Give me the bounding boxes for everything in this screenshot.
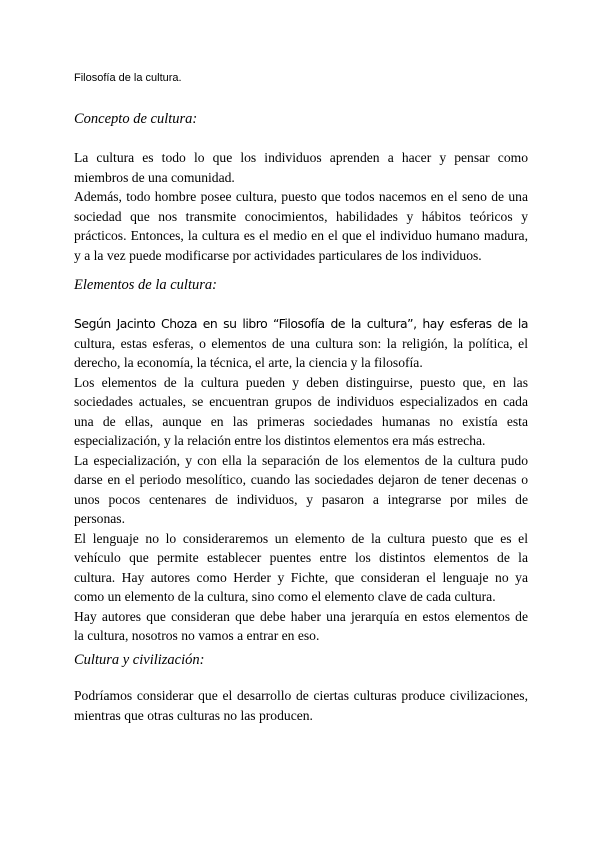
paragraph-line: Según Jacinto Choza en su libro “Filosofía de la cultura”, hay esferas de la <box>74 316 528 331</box>
paragraph-line: especialización, y la relación entre los distintos elementos era más estrecha. <box>74 433 486 448</box>
paragraph-line: miembros de una comunidad. <box>74 169 235 185</box>
paragraph-line: darse en el periodo mesolítico, cuando las sociedades dejaron de tener decenas o <box>74 472 528 487</box>
paragraph-line: cultura. Hay autores como Herder y Fichte, que consideran el lenguaje no ya <box>74 569 528 585</box>
section-body-concepto <box>74 148 528 265</box>
paragraph-line: sociedad que nos transmite conocimientos, habilidades y hábitos teóricos y <box>74 208 528 224</box>
paragraph-line: como un elemento de la cultura, sino como el elemento clave de cada cultura. <box>74 589 496 604</box>
paragraph-line: La cultura es todo lo que los individuos aprenden a hacer y pensar como <box>74 150 528 165</box>
section-heading-civilizacion: Cultura y civilización: <box>74 652 205 668</box>
paragraph-line: Además, todo hombre posee cultura, puesto que todos nacemos en el seno de una <box>74 189 528 204</box>
paragraph-line: Hay autores que consideran que debe haber una jerarquía en estos elementos de <box>74 608 528 624</box>
paragraph-line: mientras que otras culturas no las producen. <box>74 707 313 723</box>
section-body-elementos <box>74 314 528 646</box>
section-body-civilizacion <box>74 686 528 725</box>
paragraph-line: derecho, la economía, la técnica, el arte, la ciencia y la filosofía. <box>74 355 423 370</box>
paragraph-line: El lenguaje no lo consideraremos un elemento de la cultura puesto que es el <box>74 530 528 546</box>
paragraph-line: la cultura, nosotros no vamos a entrar en eso. <box>74 628 320 643</box>
paragraph-line: Los elementos de la cultura pueden y deben distinguirse, puesto que, en las <box>74 374 528 390</box>
paragraph-line: personas. <box>74 511 125 526</box>
paragraph-line: y a la vez puede modificarse por actividades particulares de los individuos. <box>74 247 482 263</box>
document-title: Filosofía de la cultura. <box>74 72 182 84</box>
paragraph-line: sociedades actuales, se encuentran grupos de individuos especializados en cada <box>74 394 528 409</box>
paragraph-line: cultura, estas esferas, o elementos de una cultura son: la religión, la política, el <box>74 335 528 351</box>
paragraph-line: La especialización, y con ella la separación de los elementos de la cultura pudo <box>74 452 528 468</box>
section-heading-elementos: Elementos de la cultura: <box>74 277 217 293</box>
paragraph-line: unos pocos centenares de individuos, y pasaron a integrarse por miles de <box>74 491 528 507</box>
paragraph-line: una de ellas, aunque en las primeras sociedades humanas no existía esta <box>74 413 528 429</box>
paragraph-line: prácticos. Entonces, la cultura es el medio en el que el individuo humano madura, <box>74 228 528 243</box>
paragraph-line: Podríamos considerar que el desarrollo de ciertas culturas produce civilizaciones, <box>74 688 528 703</box>
paragraph-line: vehículo que permite establecer puentes entre los distintos elementos de la <box>74 550 528 565</box>
section-heading-concepto: Concepto de cultura: <box>74 111 198 127</box>
